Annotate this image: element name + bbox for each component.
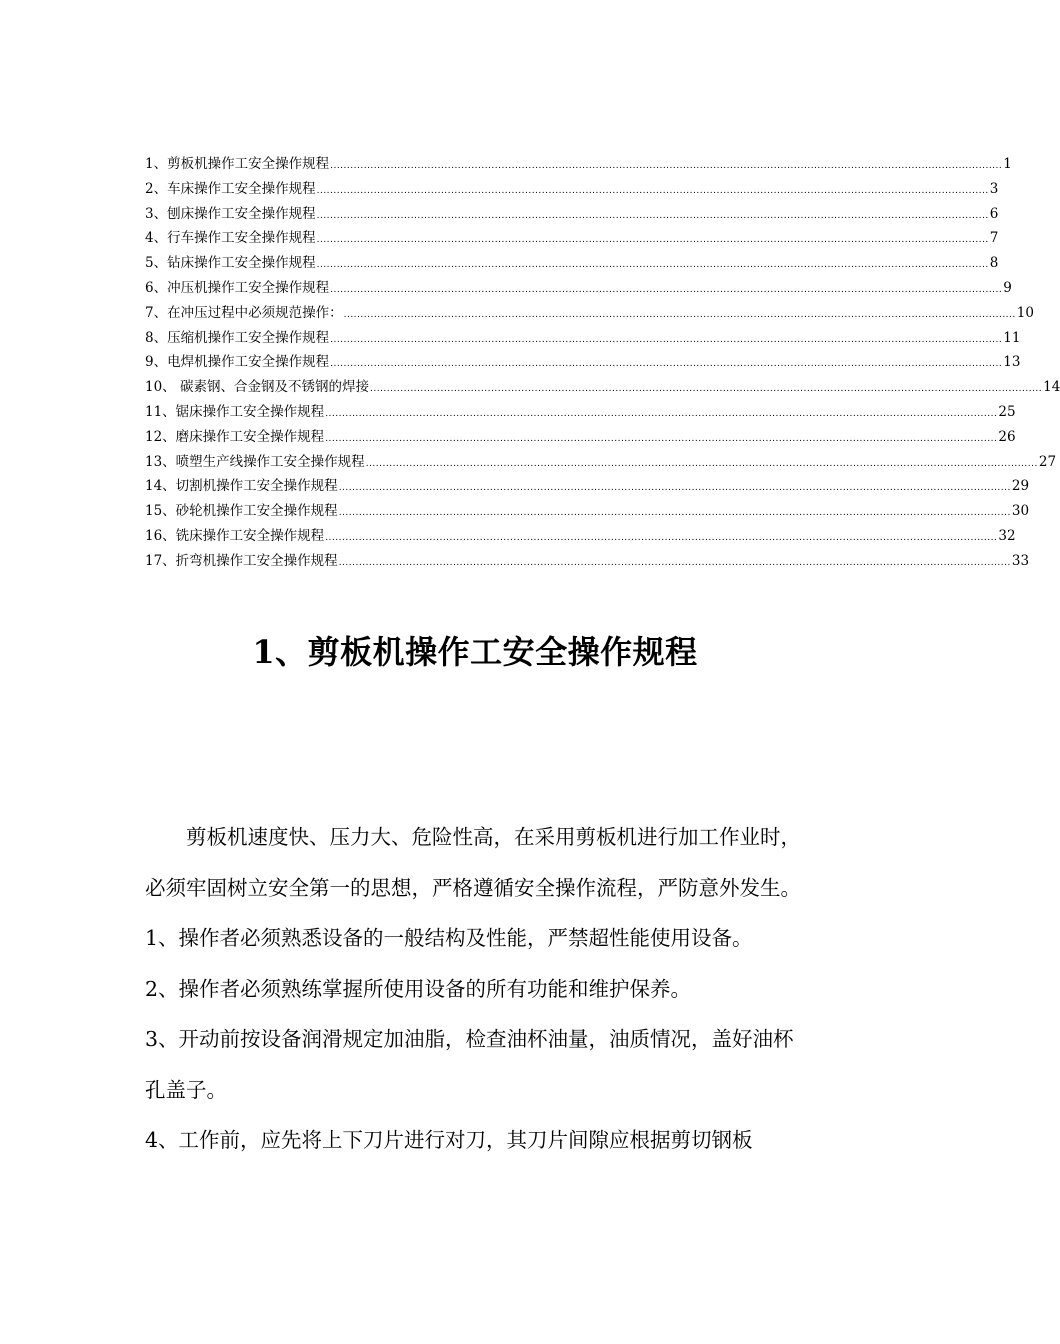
- toc-entry[interactable]: [145, 375, 1060, 400]
- toc-dot-leader: ........................................................................................................................................................................................................: [330, 359, 1003, 370]
- toc-entry[interactable]: [145, 202, 999, 227]
- toc-dot-leader: ........................................................................................................................................................................................................: [316, 235, 989, 246]
- toc-entry-label: 16、铣床操作工安全操作规程: [145, 527, 325, 544]
- toc-entry[interactable]: [145, 152, 1012, 177]
- section-title: 1、剪板机操作工安全操作规程: [252, 633, 698, 671]
- toc-entry[interactable]: [145, 177, 999, 202]
- toc-dot-leader: ........................................................................................................................................................................................................: [338, 508, 1011, 519]
- toc-entry-page: 9: [1003, 279, 1012, 296]
- toc-entry-page: 27: [1038, 453, 1057, 470]
- toc-entry[interactable]: [145, 226, 999, 251]
- toc-entry-page: 6: [989, 205, 999, 222]
- toc-entry-page: 8: [989, 255, 999, 272]
- toc-entry[interactable]: [145, 301, 1034, 326]
- table-of-contents: [145, 152, 1060, 574]
- toc-entry-page: 29: [1011, 478, 1030, 495]
- toc-entry-label: 14、切割机操作工安全操作规程: [145, 478, 338, 495]
- toc-entry[interactable]: [145, 549, 1030, 574]
- toc-dot-leader: ........................................................................................................................................................................................................: [338, 483, 1011, 494]
- toc-entry[interactable]: [145, 251, 999, 276]
- toc-entry-label: 6、冲压机操作工安全操作规程: [145, 279, 330, 296]
- rule-item: 1、操作者必须熟悉设备的一般结构及性能，严禁超性能使用设备。: [145, 926, 753, 950]
- toc-entry-page: 1: [1003, 156, 1012, 172]
- toc-entry[interactable]: [145, 474, 1030, 499]
- toc-entry[interactable]: [145, 450, 1057, 475]
- toc-entry[interactable]: [145, 524, 1016, 549]
- toc-entry-label: 17、折弯机操作工安全操作规程: [145, 552, 338, 569]
- toc-entry[interactable]: [145, 400, 1016, 425]
- toc-entry-label: 7、在冲压过程中必须规范操作：: [145, 304, 343, 321]
- toc-entry[interactable]: [145, 326, 1021, 351]
- toc-entry-page: 10: [1016, 304, 1034, 321]
- toc-dot-leader: ........................................................................................................................................................................................................: [325, 433, 998, 444]
- toc-dot-leader: ........................................................................................................................................................................................................: [365, 458, 1038, 469]
- toc-entry[interactable]: [145, 425, 1016, 450]
- toc-entry-page: 32: [998, 527, 1016, 544]
- toc-dot-leader: ........................................................................................................................................................................................................: [325, 532, 998, 543]
- toc-entry-page: 25: [998, 403, 1016, 420]
- toc-dot-leader: ........................................................................................................................................................................................................: [369, 384, 1043, 395]
- toc-entry[interactable]: [145, 499, 1030, 524]
- toc-dot-leader: ........................................................................................................................................................................................................: [330, 334, 1003, 345]
- toc-entry-label: 4、行车操作工安全操作规程: [145, 230, 316, 247]
- toc-entry-label: 15、砂轮机操作工安全操作规程: [145, 503, 338, 520]
- toc-entry-page: 7: [989, 230, 999, 247]
- toc-entry-page: 3: [989, 180, 999, 197]
- toc-dot-leader: ........................................................................................................................................................................................................: [316, 260, 989, 271]
- toc-entry-label: 3、刨床操作工安全操作规程: [145, 205, 316, 222]
- toc-entry-label: 12、磨床操作工安全操作规程: [145, 428, 325, 445]
- toc-entry-page: 33: [1011, 552, 1030, 569]
- toc-entry-label: 13、喷塑生产线操作工安全操作规程: [145, 453, 365, 470]
- toc-dot-leader: ........................................................................................................................................................................................................: [330, 161, 1003, 171]
- toc-entry-label: 8、压缩机操作工安全操作规程: [145, 329, 330, 346]
- toc-entry[interactable]: [145, 350, 1021, 375]
- toc-entry-label: 5、钻床操作工安全操作规程: [145, 255, 316, 272]
- section-body: [145, 812, 807, 1166]
- rule-item: 2、操作者必须熟练掌握所使用设备的所有功能和维护保养。: [145, 976, 692, 1001]
- rule-item: 3、开动前按设备润滑规定加油脂，检查油杯油量，油质情况，盖好油杯孔盖子。: [145, 1027, 794, 1102]
- toc-entry-page: 26: [998, 428, 1016, 445]
- toc-dot-leader: ........................................................................................................................................................................................................: [330, 284, 1003, 295]
- intro-paragraph: 剪板机速度快、压力大、危险性高，在采用剪板机进行加工作业时，必须牢固树立安全第一的思想，严格遵循安全操作流程，严防意外发生。: [145, 825, 801, 900]
- toc-entry-label: 2、车床操作工安全操作规程: [145, 180, 316, 197]
- toc-entry-page: 14: [1043, 379, 1060, 396]
- toc-dot-leader: ........................................................................................................................................................................................................: [325, 408, 998, 419]
- toc-entry[interactable]: [145, 276, 1012, 301]
- rule-item: 4、工作前，应先将上下刀片进行对刀，其刀片间隙应根据剪切钢板: [145, 1128, 753, 1152]
- toc-entry-label: 9、电焊机操作工安全操作规程: [145, 354, 330, 371]
- toc-entry-label: 10、 碳素钢、合金钢及不锈钢的焊接: [145, 379, 369, 396]
- toc-entry-label: 1、剪板机操作工安全操作规程: [145, 156, 330, 172]
- toc-dot-leader: ........................................................................................................................................................................................................: [316, 185, 989, 196]
- toc-dot-leader: ........................................................................................................................................................................................................: [316, 210, 989, 221]
- toc-entry-page: 13: [1003, 354, 1021, 371]
- toc-dot-leader: ........................................................................................................................................................................................................: [343, 309, 1016, 320]
- toc-dot-leader: ........................................................................................................................................................................................................: [338, 557, 1011, 568]
- toc-entry-page: 11: [1003, 329, 1021, 346]
- toc-entry-page: 30: [1011, 503, 1030, 520]
- toc-entry-label: 11、锯床操作工安全操作规程: [145, 403, 325, 420]
